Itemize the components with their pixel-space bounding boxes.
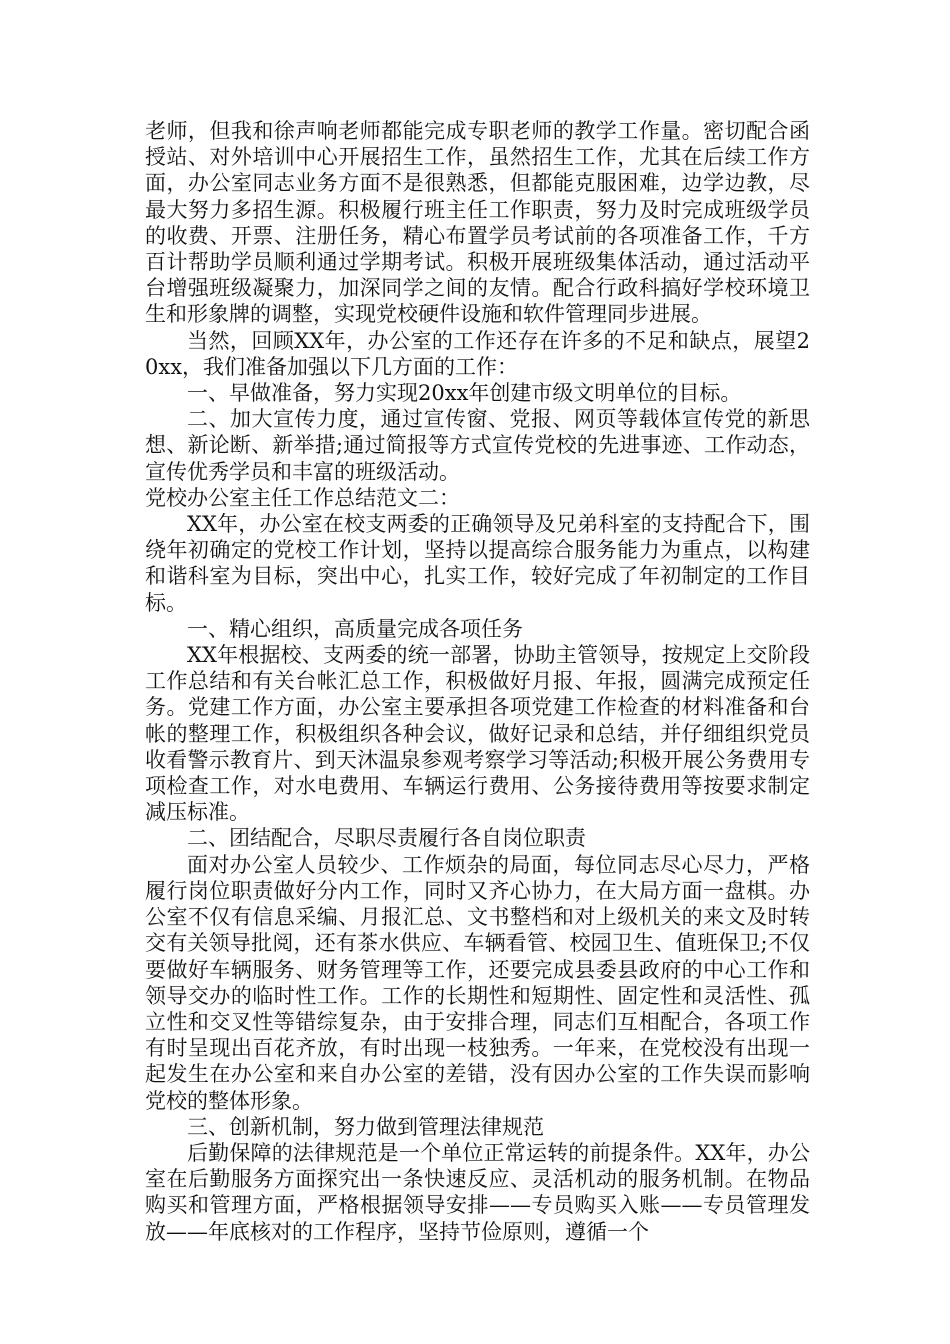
paragraph-review-intro: 当然，回顾XX年，办公室的工作还存在许多的不足和缺点，展望20xx，我们准备加强以下几方面的工作： (145, 328, 810, 379)
document-page (145, 118, 810, 1245)
paragraph-tasks: XX年根据校、支两委的统一部署，协助主管领导，按规定上交阶段工作总结和有关台帐汇总工作，积极做好月报、年报，圆满完成预定任务。党建工作方面，办公室主要承担各项党建工作检查的材料准备和台帐的整理工作，积极组织各种会议，做好记录和总结，并仔细组织党员收看警示教育片、到天沐温泉参观考察学习等活动;积极开展公务费用专项检查工作，对水电费用、车辆运行费用、公务接待费用等按要求制定减压标准。 (145, 643, 810, 825)
subheading-one: 一、精心组织，高质量完成各项任务 (187, 616, 523, 641)
subheading-three: 三、创新机制，努力做到管理法律规范 (187, 1114, 544, 1139)
paragraph-logistics: 后勤保障的法律规范是一个单位正常运转的前提条件。XX年，办公室在后勤服务方面探究出一条快速反应、灵活机动的服务机制。在物品购买和管理方面，严格根据领导安排——专员购买入账——专员管理发放——年底核对的工作程序，坚持节俭原则，遵循一个 (145, 1140, 810, 1244)
section-heading: 党校办公室主任工作总结范文二： (145, 485, 460, 510)
paragraph-duties: 面对办公室人员较少、工作烦杂的局面，每位同志尽心尽力，严格履行岗位职责做好分内工作，同时又齐心协力，在大局方面一盘棋。办公室不仅有信息采编、月报汇总、文书整档和对上级机关的来文及时转交有关领导批阅，还有茶水供应、车辆看管、校园卫生、值班保卫;不仅要做好车辆服务、财务管理等工作，还要完成县委县政府的中心工作和领导交办的临时性工作。工作的长期性和短期性、固定性和灵活性、孤立性和交叉性等错综复杂，由于安排合理，同志们互相配合，各项工作有时呈现出百花齐放，有时出现一枝独秀。一年来，在党校没有出现一起发生在办公室和来自办公室的差错，没有因办公室的工作失误而影响党校的整体形象。 (145, 852, 810, 1113)
paragraph-item-one: 一、早做准备，努力实现20xx年创建市级文明单位的目标。 (187, 381, 742, 406)
subheading-two: 二、团结配合，尽职尽责履行各自岗位职责 (187, 826, 586, 851)
paragraph-summary-intro: XX年，办公室在校支两委的正确领导及兄弟科室的支持配合下，围绕年初确定的党校工作计划，坚持以提高综合服务能力为重点，以构建和谐科室为目标，突出中心，扎实工作，较好完成了年初制定的工作目标。 (145, 512, 810, 615)
paragraph-continuation: 老师，但我和徐声响老师都能完成专职老师的教学工作量。密切配合函授站、对外培训中心开展招生工作，虽然招生工作，尤其在后续工作方面，办公室同志业务方面不是很熟悉，但都能克服困难，边学边教，尽最大努力多招生源。积极履行班主任工作职责，努力及时完成班级学员的收费、开票、注册任务，精心布置学员考试前的各项准备工作，千方百计帮助学员顺利通过学期考试。积极开展班级集体活动，通过活动平台增强班级凝聚力，加深同学之间的友情。配合行政科搞好学校环境卫生和形象牌的调整，实现党校硬件设施和软件管理同步进展。 (145, 119, 810, 327)
paragraph-item-two: 二、加大宣传力度，通过宣传窗、党报、网页等载体宣传党的新思想、新论断、新举措;通过简报等方式宣传党校的先进事迹、工作动态，宣传优秀学员和丰富的班级活动。 (145, 407, 810, 484)
